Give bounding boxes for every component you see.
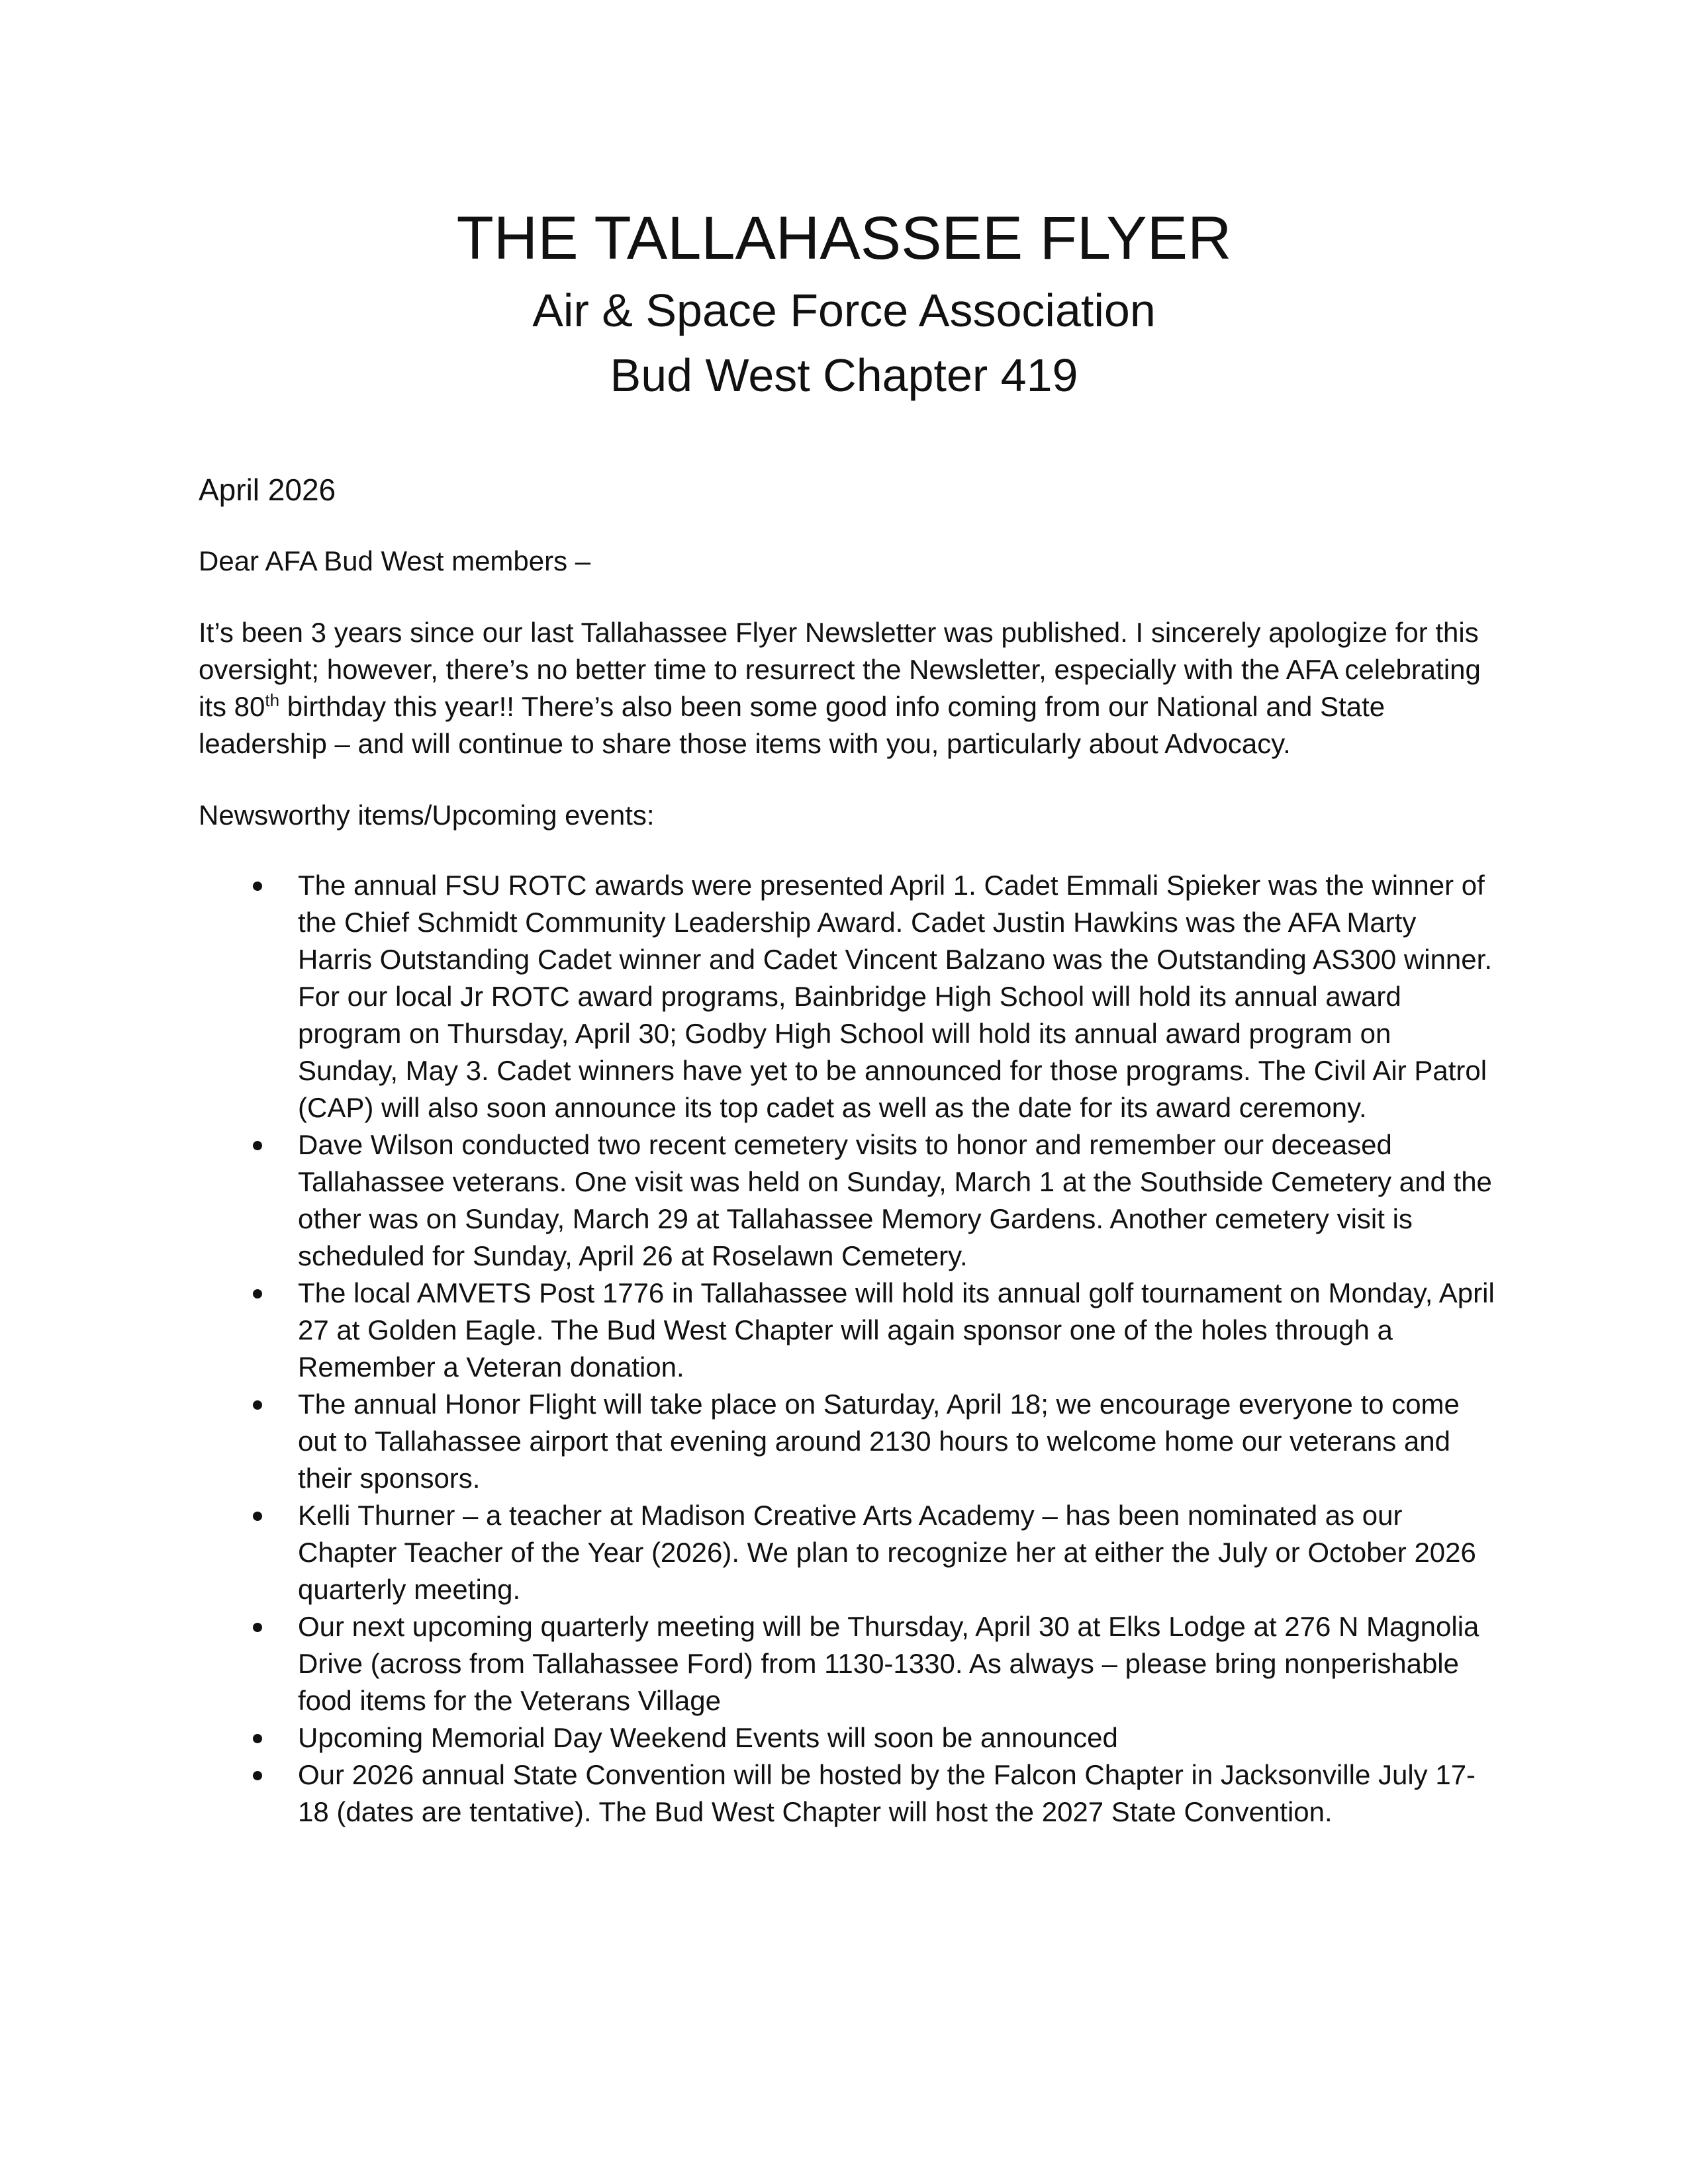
bullet-icon bbox=[253, 1623, 262, 1632]
news-item-text: The local AMVETS Post 1776 in Tallahassee will hold its annual golf tournament on Monday, April 27 at Golden Eagle. The Bud West Chapter will again sponsor one of the holes through a Remember a Veteran donation. bbox=[298, 1277, 1495, 1383]
news-item bbox=[199, 1756, 1496, 1831]
intro-text-part2: birthday this year!! There’s also been some good info coming from our National and State leadership – and will continue to share those items with you, particularly about Advocacy. bbox=[199, 691, 1385, 759]
intro-superscript: th bbox=[265, 690, 280, 710]
news-item bbox=[199, 1719, 1496, 1756]
news-item-text: Dave Wilson conducted two recent cemetery visits to honor and remember our deceased Tallahassee veterans. One visit was held on Sunday, March 1 at the Southside Cemetery and the other was on Sunday, March 29 at Tallahassee Memory Gardens. Another cemetery visit is scheduled for Sunday, April 26 at Roselawn Cemetery. bbox=[298, 1129, 1492, 1271]
news-item-text: The annual Honor Flight will take place on Saturday, April 18; we encourage everyone to come out to Tallahassee airport that evening around 2130 hours to welcome home our veterans and their sponsors. bbox=[298, 1388, 1460, 1494]
news-item bbox=[199, 867, 1496, 1126]
bullet-icon bbox=[253, 1400, 262, 1410]
news-item bbox=[199, 1608, 1496, 1719]
bullet-icon bbox=[253, 1141, 262, 1150]
bullet-icon bbox=[253, 882, 262, 891]
organization-name: Air & Space Force Association bbox=[532, 285, 1156, 336]
chapter-name: Bud West Chapter 419 bbox=[610, 349, 1078, 401]
news-item-text: Our 2026 annual State Convention will be hosted by the Falcon Chapter in Jacksonville July 17-18 (dates are tentative). The Bud West Chapter will host the 2027 State Convention. bbox=[298, 1759, 1476, 1827]
news-item-text: Upcoming Memorial Day Weekend Events will soon be announced bbox=[298, 1722, 1118, 1753]
news-item bbox=[199, 1386, 1496, 1497]
issue-date: April 2026 bbox=[199, 473, 336, 507]
news-item bbox=[199, 1126, 1496, 1275]
news-item bbox=[199, 1497, 1496, 1608]
newsletter-title: THE TALLAHASSEE FLYER bbox=[456, 205, 1232, 272]
news-heading: Newsworthy items/Upcoming events: bbox=[199, 799, 655, 831]
bullet-icon bbox=[253, 1512, 262, 1521]
news-item-text: The annual FSU ROTC awards were presented April 1. Cadet Emmali Spieker was the winner of the Chief Schmidt Community Leadership Award. Cadet Justin Hawkins was the AFA Marty Harris Outstanding Cadet winner and Cadet Vincent Balzano was the Outstanding AS300 winner. For our local Jr ROTC award programs, Bainbridge High School will hold its annual award program on Thursday, April 30; Godby High School will hold its annual award program on Sunday, May 3. Cadet winners have yet to be announced for those programs. The Civil Air Patrol (CAP) will also soon announce its top cadet as well as the date for its award ceremony. bbox=[298, 870, 1492, 1123]
salutation: Dear AFA Bud West members – bbox=[199, 545, 591, 576]
news-item bbox=[199, 1275, 1496, 1386]
bullet-icon bbox=[253, 1289, 262, 1298]
bullet-icon bbox=[253, 1734, 262, 1743]
masthead bbox=[0, 199, 1688, 408]
bullet-icon bbox=[253, 1771, 262, 1780]
news-list bbox=[199, 867, 1496, 1831]
letter-body bbox=[199, 470, 1496, 1831]
intro-text-part1: It’s been 3 years since our last Tallahassee Flyer Newsletter was published. I sincerely apologize for this oversight; however, there’s no better time to resurrect the Newsletter, especially with the AFA celebrating its 80 bbox=[199, 617, 1481, 722]
intro-paragraph bbox=[199, 614, 1496, 762]
news-item-text: Kelli Thurner – a teacher at Madison Creative Arts Academy – has been nominated as our Chapter Teacher of the Year (2026). We plan to recognize her at either the July or October 2026 quarterly meeting. bbox=[298, 1500, 1476, 1605]
news-item-text: Our next upcoming quarterly meeting will be Thursday, April 30 at Elks Lodge at 276 N Magnolia Drive (across from Tallahassee Ford) from 1130-1330. As always – please bring nonperishable food items for the Veterans Village bbox=[298, 1611, 1479, 1716]
